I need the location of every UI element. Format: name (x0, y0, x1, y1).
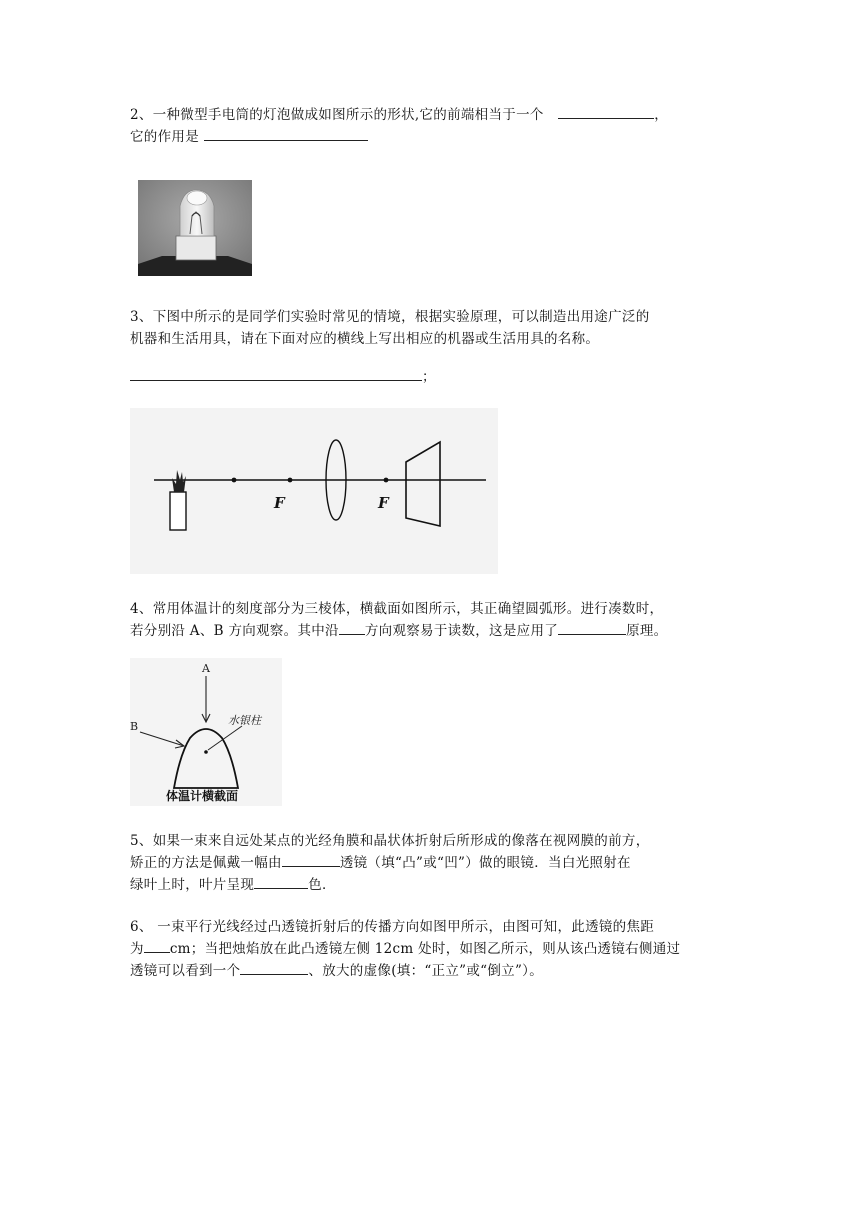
question-4-text-2a: 若分别沿 A、B 方向观察。其中沿 (130, 623, 339, 639)
question-4-text-2c: 原理。 (626, 623, 668, 639)
mercury-column (204, 750, 208, 754)
answer-blank-3[interactable] (130, 366, 422, 381)
question-6 (130, 916, 730, 982)
label-b: B (130, 720, 139, 733)
question-5 (130, 830, 730, 896)
question-4-text-1: 4、常用体温计的刻度部分为三棱体，横截面如图所示，其正确望圆弧形。进行凑数时， (130, 601, 664, 617)
question-4 (130, 598, 730, 642)
answer-blank-4a[interactable] (339, 620, 365, 635)
question-5-line-2 (130, 852, 730, 874)
question-6-text-2a: 为 (130, 941, 144, 957)
question-2-text-1: 2、一种微型手电筒的灯泡做成如图所示的形状,它的前端相当于一个 (130, 107, 544, 123)
question-6-text-3a: 透镜可以看到一个 (130, 963, 241, 979)
answer-blank-2b[interactable] (204, 126, 368, 141)
focal-point-right (384, 478, 389, 483)
question-6-line-2 (130, 938, 730, 960)
label-mercury: 水银柱 (228, 714, 261, 727)
question-6-text-2b: cm；当把烛焰放在此凸透镜左侧 12cm 处时，如图乙所示，则从该凸透镜右侧通过 (169, 941, 681, 957)
question-3-text-1: 3、下图中所示的是同学们实验时常见的情境，根据实验原理，可以制造出用途广泛的 (130, 309, 650, 325)
thermometer-cross-section (130, 658, 282, 806)
question-6-text-1: 6、 一束平行光线经过凸透镜折射后的传播方向如图甲所示，由图可知，此透镜的焦距 (130, 919, 655, 935)
bulb-photo (130, 176, 260, 278)
question-6-line-3 (130, 960, 730, 982)
candle-body (170, 492, 186, 530)
answer-blank-4b[interactable] (558, 620, 626, 635)
answer-blank-6b[interactable] (240, 960, 308, 975)
focal-label-right: F (378, 494, 389, 512)
question-5-line-3 (130, 874, 730, 896)
focal-point-left (288, 478, 293, 483)
answer-blank-2a[interactable] (558, 104, 654, 119)
question-6-text-3b: 、放大的虚像(填：“正立”或“倒立”）。 (308, 963, 544, 979)
question-4-line-2 (130, 620, 730, 642)
question-3 (130, 306, 730, 350)
question-5-text-3b: 色． (308, 877, 336, 893)
answer-blank-5a[interactable] (282, 852, 340, 867)
question-2-line-1 (130, 104, 730, 126)
optical-bench-diagram (130, 408, 498, 574)
question-2 (130, 104, 730, 148)
question-3-answer-line (130, 366, 730, 388)
question-5-text-3a: 绿叶上时，叶片呈现 (130, 877, 255, 893)
point-2f (232, 478, 237, 483)
question-5-text-1: 5、如果一束来自远处某点的光经角膜和晶状体折射后所形成的像落在视网膜的前方， (130, 833, 650, 849)
question-5-text-2a: 矫正的方法是佩戴一幅由 (130, 855, 282, 871)
question-2-line-2 (130, 126, 730, 148)
question-3-semicolon: ； (422, 369, 436, 385)
answer-blank-5b[interactable] (254, 874, 308, 889)
question-5-text-2b: 透镜（填“凸”或“凹”）做的眼镜．当白光照射在 (339, 855, 631, 871)
focal-label-left: F (274, 494, 285, 512)
figure-caption-thermometer: 体温计横截面 (166, 789, 239, 803)
question-4-text-2b: 方向观察易于读数，这是应用了 (364, 623, 559, 639)
question-3-text-2: 机器和生活用具，请在下面对应的横线上写出相应的机器或生活用具的名称。 (130, 331, 600, 347)
question-2-text-2: 它的作用是 (130, 129, 199, 145)
label-a: A (202, 662, 210, 675)
question-2-comma: ， (654, 107, 669, 123)
answer-blank-6a[interactable] (144, 938, 170, 953)
